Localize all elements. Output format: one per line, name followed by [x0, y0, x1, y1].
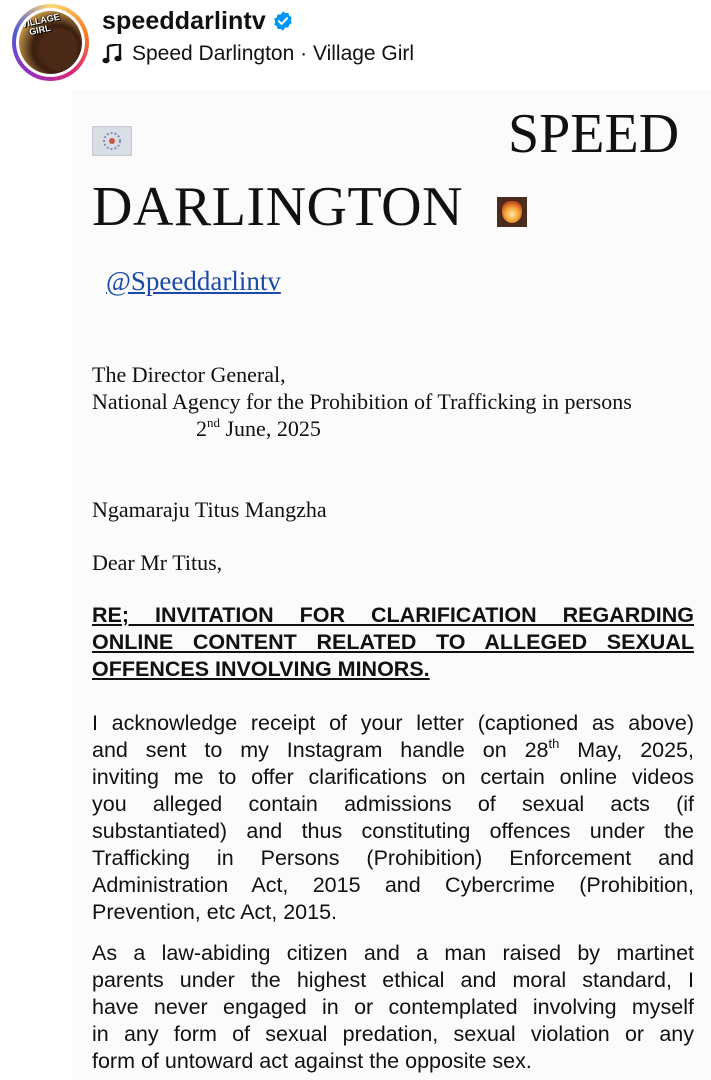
letterhead-title-line1: SPEED — [508, 103, 680, 165]
letter-date: 2nd June, 2025 — [196, 415, 321, 441]
letterhead-title-line2: DARLINGTON — [92, 176, 464, 238]
letterhead-logo-icon — [92, 126, 132, 156]
recipient-agency: National Agency for the Prohibition of Trafficking in persons — [92, 389, 632, 414]
salutation: Dear Mr Titus, — [92, 550, 223, 575]
audio-track-label[interactable]: Speed Darlington · Village Girl — [132, 42, 415, 65]
username-link[interactable]: speeddarlintv — [102, 6, 266, 35]
avatar-logo-text: VILLAGE GIRL — [20, 11, 61, 38]
fire-emoji-icon — [497, 197, 527, 227]
avatar[interactable] — [19, 11, 82, 74]
username-row — [102, 6, 294, 36]
letter-paragraph-1: I acknowledge receipt of your letter (captioned as above) and sent to my Instagram handle on 28th May, 2025, inviting me to offer clarifications on certain online videos you alleged contain admissions of sexual acts (if substantiated) and thus constituting offences under the Trafficking in Persons (Prohibition) Enforcement and Administration Act, 2015 and Cybercrime (Prohibition, Prevention, etc Act, 2015. — [92, 711, 694, 924]
addressee-name: Ngamaraju Titus Mangzha — [92, 497, 327, 522]
instagram-handle-link[interactable]: @Speeddarlintv — [106, 266, 281, 296]
audio-track[interactable] — [102, 40, 414, 68]
verified-badge-icon — [272, 10, 294, 32]
post-header — [0, 0, 711, 88]
story-ring[interactable] — [12, 4, 89, 81]
letter-subject: RE; INVITATION FOR CLARIFICATION REGARDING ONLINE CONTENT RELATED TO ALLEGED SEXUAL OFFENCES INVOLVING MINORS. — [92, 603, 694, 681]
recipient-title: The Director General, — [92, 362, 286, 387]
letter-document — [72, 90, 711, 1080]
letter-paragraph-2: As a law-abiding citizen and a man raised by martinet parents under the highest ethical and moral standard, I have never engaged in or contemplated involving myself in any form of sexual predation, sexual violation or any form of untoward act against the opposite sex. — [92, 941, 694, 1073]
music-note-icon — [102, 44, 122, 64]
